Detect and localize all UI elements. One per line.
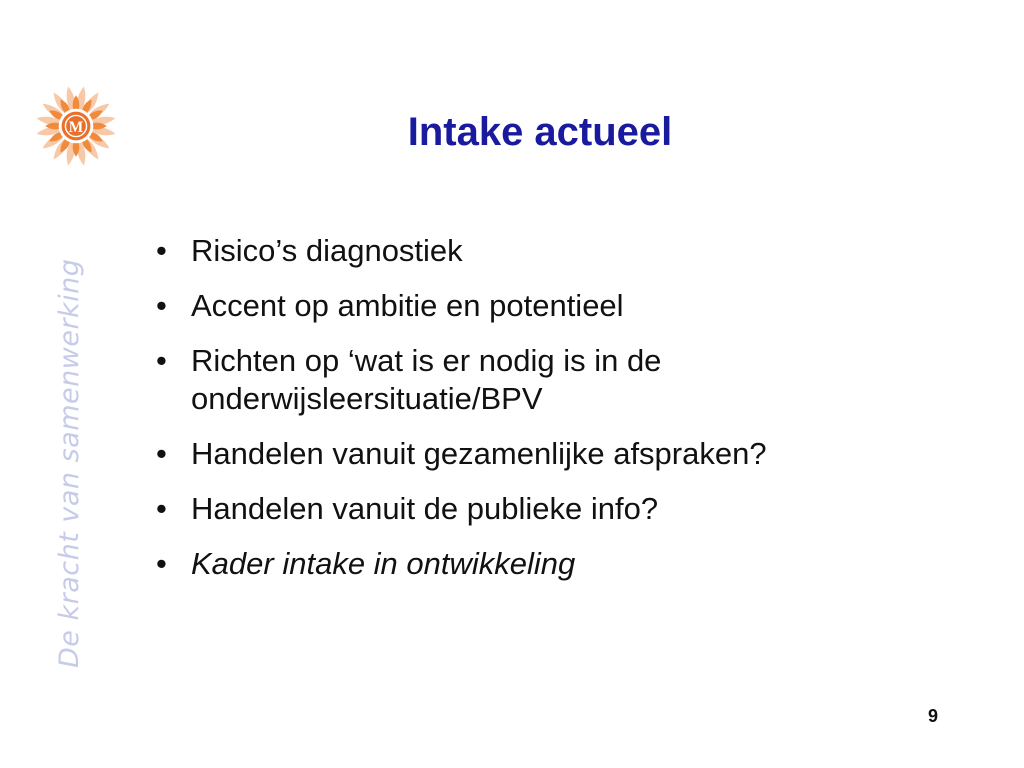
vertical-tagline: De kracht van samenwerking	[54, 258, 85, 668]
page-number: 9	[927, 706, 938, 726]
bullet-dot: •	[156, 546, 167, 581]
bullet-item	[150, 287, 970, 325]
bullet-list	[150, 232, 970, 600]
bullet-text: Richten op ‘wat is er nodig is in de onderwijsleersituatie/BPV	[191, 343, 662, 416]
bullet-text: Accent op ambitie en potentieel	[191, 288, 624, 323]
bullet-text: Risico’s diagnostiek	[191, 233, 463, 268]
bullet-text: Handelen vanuit gezamenlijke afspraken?	[191, 436, 767, 471]
bullet-item	[150, 342, 970, 418]
bullet-dot: •	[156, 491, 167, 526]
bullet-item	[150, 490, 970, 528]
bullet-dot: •	[156, 288, 167, 323]
bullet-text: Handelen vanuit de publieke info?	[191, 491, 659, 526]
slide-title: Intake actueel	[407, 110, 673, 154]
bullet-dot: •	[156, 343, 167, 378]
logo-letter: M	[68, 118, 84, 136]
sunflower-logo-icon	[28, 78, 124, 174]
bullet-dot: •	[156, 436, 167, 471]
bullet-item	[150, 545, 970, 583]
bullet-item	[150, 435, 970, 473]
bullet-item	[150, 232, 970, 270]
bullet-dot: •	[156, 233, 167, 268]
bullet-text: Kader intake in ontwikkeling	[191, 546, 576, 581]
